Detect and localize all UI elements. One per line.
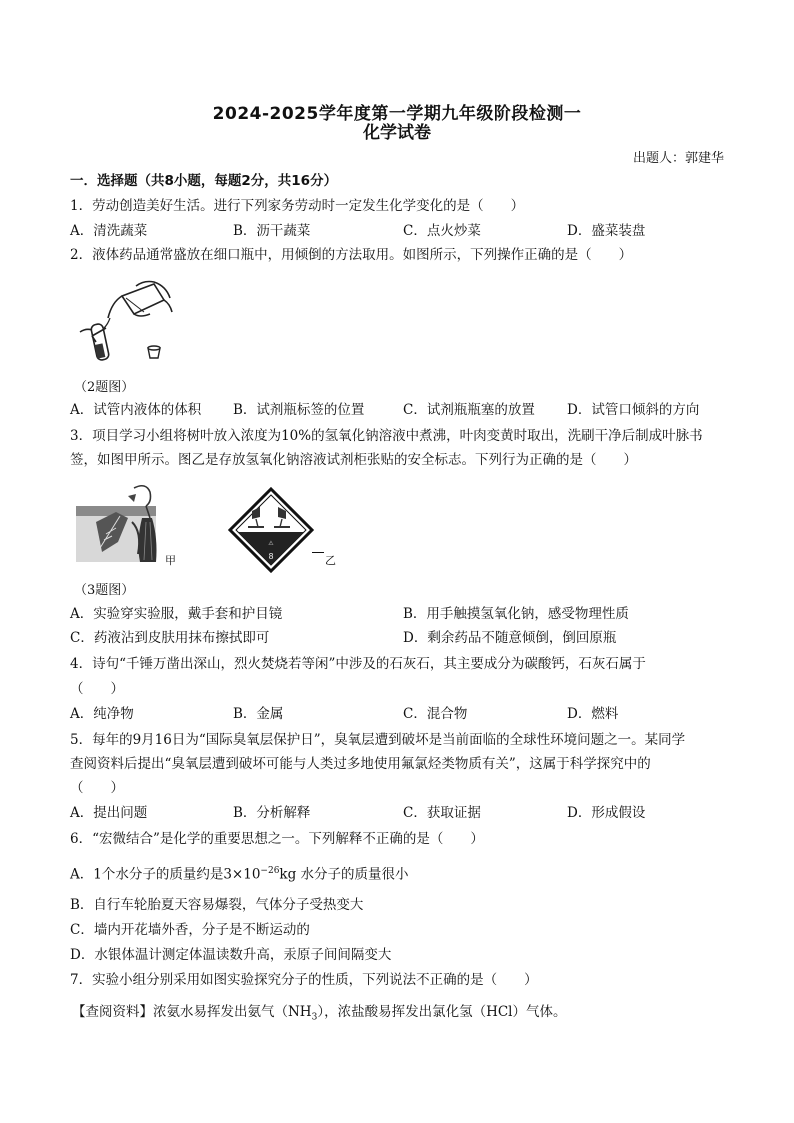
question-setter: 出题人：郭建华 [632,151,724,166]
q7-info-tail: ），浓盐酸易挥发出氯化氢（HCl）气体。 [317,1004,567,1020]
q3-option-d: D．剩余药品不随意倾倒，倒回原瓶 [403,630,617,646]
exam-title: 2024-2025学年度第一学期九年级阶段检测一 [212,104,582,124]
q4-options [70,704,730,724]
q4-option-d: D．燃料 [567,706,619,722]
q2-option-d: D．试管口倾斜的方向 [567,402,700,418]
q5-stem-line3: （ ） [70,780,124,796]
q2-option-c: C．试剂瓶瓶塞的放置 [403,402,535,418]
q3-options-row1 [70,604,730,624]
q3-leaf-bookmark-figure [76,482,172,566]
q3-option-c: C．药液沾到皮肤用抹布擦拭即可 [70,630,270,646]
q6-option-a-tail: kg 水分子的质量很小 [279,866,409,883]
q6-stem: 6．“宏微结合”是化学的重要思想之一。下列解释不正确的是（ ） [70,831,484,847]
q1-option-b: B．沥干蔬菜 [233,223,311,239]
q1-options [70,221,730,241]
q2-figure-caption: （2题图） [74,380,135,395]
q5-option-c: C．获取证据 [403,805,481,821]
q2-options [70,400,730,420]
q2-option-a: A．试管内液体的体积 [70,402,202,418]
q7-info-subscript: 3 [311,1012,318,1023]
q1-option-d: D．盛菜装盘 [567,223,646,239]
q3-stem-line2: 签，如图甲所示。图乙是存放氢氧化钠溶液试剂柜张贴的安全标志。下列行为正确的是（ ） [70,452,637,468]
q5-options [70,803,730,823]
exam-subject: 化学试卷 [363,123,431,143]
q3-sign-class-number: 8 [268,552,274,561]
q5-option-a: A．提出问题 [70,805,148,821]
q5-option-d: D．形成假设 [567,805,646,821]
q2-stem: 2．液体药品通常盛放在细口瓶中，用倾倒的方法取用。如图所示，下列操作正确的是（ ） [70,247,633,263]
q6-option-c: C．墙内开花墙外香，分子是不断运动的 [70,922,310,938]
q3-option-a: A．实验穿实验服，戴手套和护目镜 [70,606,283,622]
q7-stem: 7．实验小组分别采用如图实验探究分子的性质，下列说法不正确的是（ ） [70,972,538,988]
q5-stem-line2: 查阅资料后提出“臭氧层遭到破坏可能与人类过多地使用氟氯烃类物质有关”，这属于科学探究中的 [70,756,651,772]
q6-option-a [70,861,409,885]
q1-option-c: C．点火炒菜 [403,223,481,239]
q1-stem: 1．劳动创造美好生活。进行下列家务劳动时一定发生化学变化的是（ ） [70,198,525,214]
q4-stem-line2: （ ） [70,681,124,697]
q3-options-row2 [70,628,730,648]
q3-label-yi: 乙 [325,554,336,567]
q3-figure-caption: （3题图） [74,583,135,598]
q6-option-a-text: A．1个水分子的质量约是3×10 [70,866,261,883]
q2-option-b: B．试剂瓶标签的位置 [233,402,365,418]
q3-option-b: B．用手触摸氢氧化钠，感受物理性质 [403,606,629,622]
q4-option-b: B．金属 [233,706,284,722]
q6-option-b: B．自行车轮胎夏天容易爆裂，气体分子受热变大 [70,897,364,913]
q3-label-jia: 甲 [165,554,176,567]
q5-stem-line1: 5．每年的9月16日为“国际臭氧层保护日”，臭氧层遭到破坏是当前面临的全球性环境问题之一。某同学 [70,732,686,748]
q4-option-a: A．纯净物 [70,706,134,722]
q4-option-c: C．混合物 [403,706,468,722]
q6-option-a-exponent: −26 [260,866,280,876]
q5-option-b: B．分析解释 [233,805,311,821]
q7-reference-info [72,1002,567,1028]
q3-label-line [312,552,324,553]
q3-stem-line1: 3．项目学习小组将树叶放入浓度为10%的氢氧化钠溶液中煮沸，叶肉变黄时取出，洗刷干净后制成叶脉书 [70,428,703,444]
q3-corrosive-sign [228,487,314,573]
svg-text:⚠: ⚠ [268,540,274,547]
q7-info-text: 【查阅资料】浓氨水易挥发出氨气（NH [72,1004,312,1020]
q1-option-a: A．清洗蔬菜 [70,223,148,239]
q2-pouring-figure [74,278,174,362]
section-heading: 一．选择题（共8小题，每题2分，共16分） [70,173,338,189]
q6-option-d: D．水银体温计测定体温读数升高，汞原子间间隔变大 [70,947,392,963]
q4-stem-line1: 4．诗句“千锤万凿出深山，烈火焚烧若等闲”中涉及的石灰石，其主要成分为碳酸钙，石灰石属于 [70,656,646,672]
